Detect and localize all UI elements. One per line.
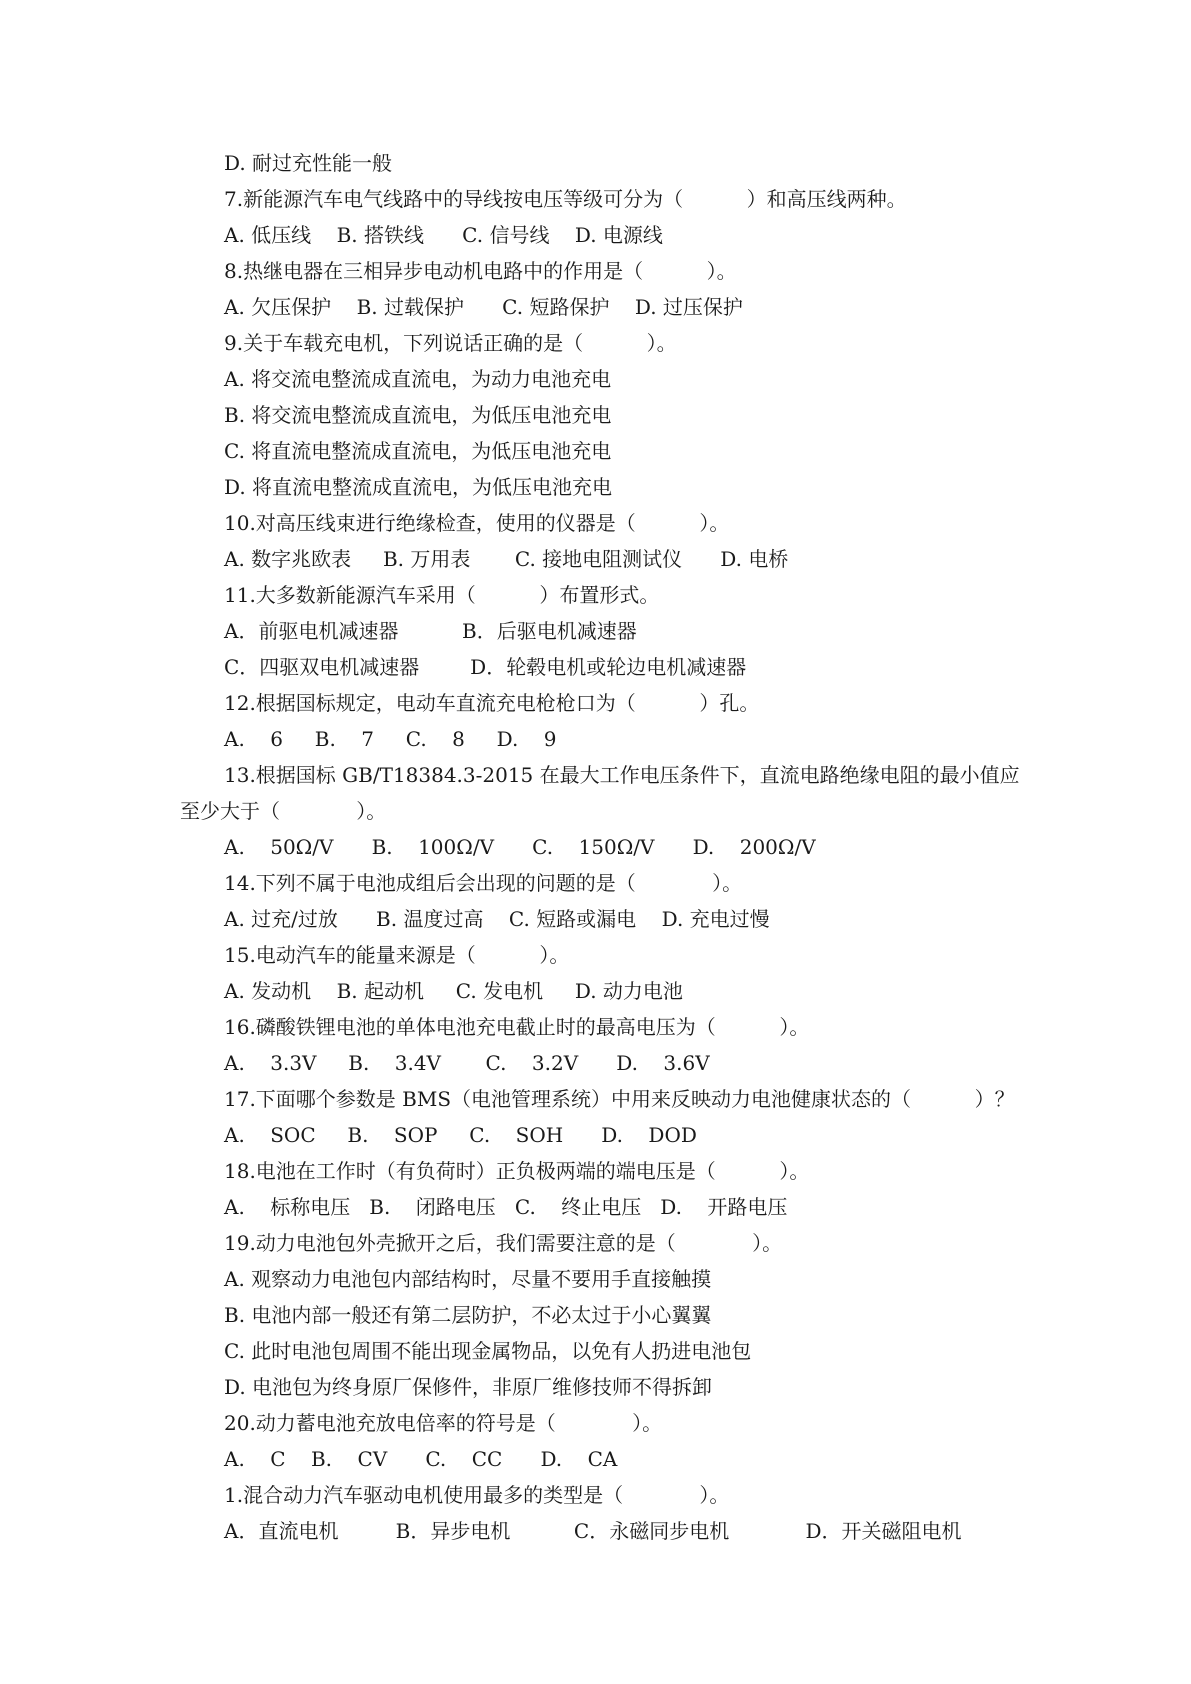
answer-options: C. 将直流电整流成直流电，为低压电池充电	[224, 439, 612, 463]
answer-options: D. 将直流电整流成直流电，为低压电池充电	[224, 475, 613, 499]
answer-options: A. 观察动力电池包内部结构时，尽量不要用手直接触摸	[224, 1267, 712, 1291]
question-text: 7.新能源汽车电气线路中的导线按电压等级可分为（ ）和高压线两种。	[224, 187, 907, 211]
question-text: 9.关于车载充电机，下列说话正确的是（ ）。	[224, 331, 677, 355]
answer-options: A. C B. CV C. CC D. CA	[224, 1447, 618, 1471]
question-text: 10.对高压线束进行绝缘检查，使用的仪器是（ ）。	[224, 511, 730, 535]
question-text: 14.下列不属于电池成组后会出现的问题的是（ ）。	[224, 871, 743, 895]
answer-options: D. 电池包为终身原厂保修件，非原厂维修技师不得拆卸	[224, 1375, 713, 1399]
answer-options: A．直流电机 B．异步电机 C．永磁同步电机 D．开关磁阻电机	[224, 1519, 962, 1543]
answer-options: D. 耐过充性能一般	[224, 151, 393, 175]
question-text-continuation: 至少大于（ ）。	[180, 799, 387, 823]
answer-options: A. 低压线 B. 搭铁线 C. 信号线 D. 电源线	[224, 223, 663, 247]
question-text: 16.磷酸铁锂电池的单体电池充电截止时的最高电压为（ ）。	[224, 1015, 810, 1039]
answer-options: A. 标称电压 B. 闭路电压 C. 终止电压 D. 开路电压	[224, 1195, 788, 1219]
answer-options: A. 发动机 B. 起动机 C. 发电机 D. 动力电池	[224, 979, 683, 1003]
question-text: 17.下面哪个参数是 BMS（电池管理系统）中用来反映动力电池健康状态的（ ）？	[224, 1087, 1015, 1111]
answer-options: A．前驱电机减速器 B．后驱电机减速器	[224, 619, 637, 643]
answer-options: A. 50Ω/V B. 100Ω/V C. 150Ω/V D. 200Ω/V	[224, 835, 816, 859]
answer-options: B. 将交流电整流成直流电，为低压电池充电	[224, 403, 612, 427]
question-text: 12.根据国标规定，电动车直流充电枪枪口为（ ）孔。	[224, 691, 760, 715]
answer-options: A. 欠压保护 B. 过载保护 C. 短路保护 D. 过压保护	[224, 295, 743, 319]
answer-options: C. 此时电池包周围不能出现金属物品，以免有人扔进电池包	[224, 1339, 752, 1363]
answer-options: A. 3.3V B. 3.4V C. 3.2V D. 3.6V	[224, 1051, 710, 1075]
answer-options: B. 电池内部一般还有第二层防护，不必太过于小心翼翼	[224, 1303, 712, 1327]
question-text: 1.混合动力汽车驱动电机使用最多的类型是（ ）。	[224, 1483, 730, 1507]
answer-options: A. 将交流电整流成直流电，为动力电池充电	[224, 367, 612, 391]
answer-options: C．四驱双电机减速器 D．轮毂电机或轮边电机减速器	[224, 655, 747, 679]
answer-options: A. 过充/过放 B. 温度过高 C. 短路或漏电 D. 充电过慢	[224, 907, 770, 931]
question-text: 13.根据国标 GB/T18384.3-2015 在最大工作电压条件下，直流电路绝缘电阻的最小值应	[224, 763, 1020, 787]
answer-options: A. 数字兆欧表 B. 万用表 C. 接地电阻测试仪 D. 电桥	[224, 547, 789, 571]
question-text: 19.动力电池包外壳掀开之后，我们需要注意的是（ ）。	[224, 1231, 783, 1255]
question-text: 20.动力蓄电池充放电倍率的符号是（ ）。	[224, 1411, 663, 1435]
question-text: 11.大多数新能源汽车采用（ ）布置形式。	[224, 583, 660, 607]
question-text: 8.热继电器在三相异步电动机电路中的作用是（ ）。	[224, 259, 737, 283]
question-text: 15.电动汽车的能量来源是（ ）。	[224, 943, 570, 967]
answer-options: A. SOC B. SOP C. SOH D. DOD	[224, 1123, 697, 1147]
question-text: 18.电池在工作时（有负荷时）正负极两端的端电压是（ ）。	[224, 1159, 810, 1183]
question-list	[180, 145, 1020, 1549]
answer-options: A. 6 B. 7 C. 8 D. 9	[224, 727, 557, 751]
